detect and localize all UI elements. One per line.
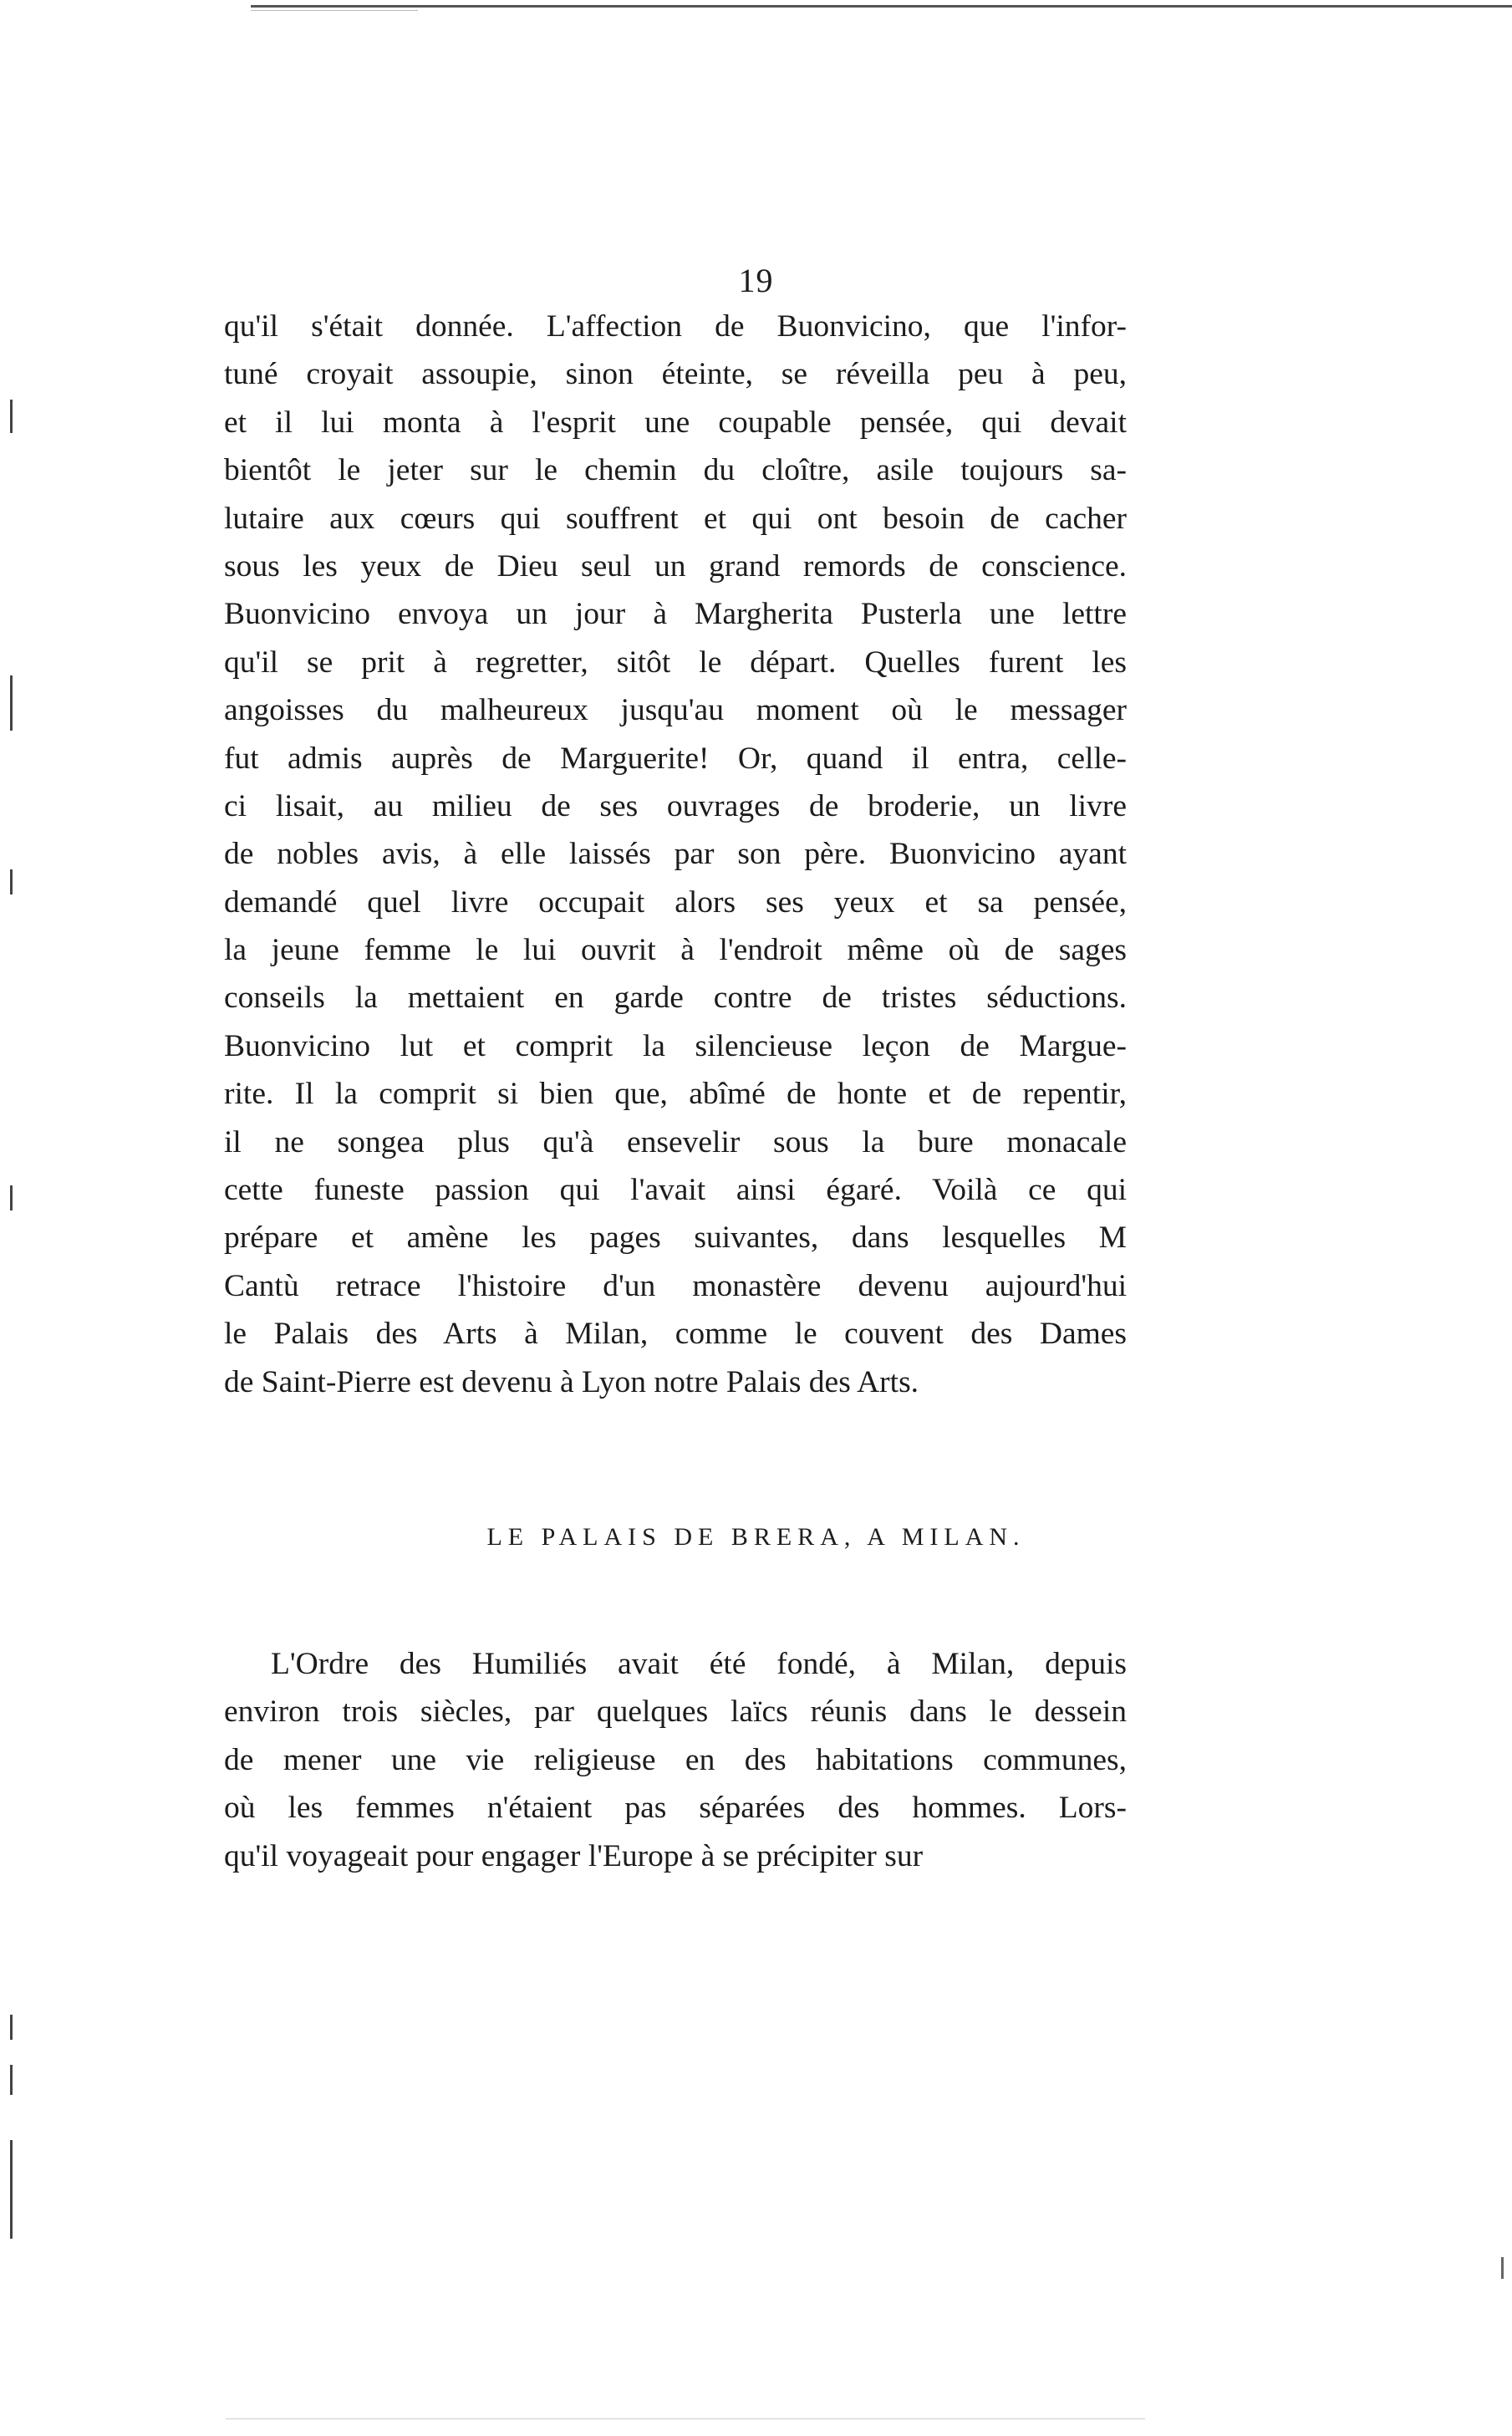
text-line: qu'il s'était donnée. L'affection de Buonvicino, que l'infor- [224,309,1127,344]
text-line: tuné croyait assoupie, sinon éteinte, se réveilla peu à peu, [224,357,1127,392]
text-line: de Saint-Pierre est devenu à Lyon notre Palais des Arts. [224,1364,919,1399]
text-line: environ trois siècles, par quelques laïcs réunis dans le dessein [224,1694,1127,1730]
text-line: sous les yeux de Dieu seul un grand remords de conscience. [224,548,1127,584]
bottom-scan-rule [226,2418,1145,2419]
top-scan-rule [251,5,1512,8]
margin-scan-mark [10,2065,13,2095]
text-line: de mener une vie religieuse en des habitations communes, [224,1742,1127,1777]
text-line: la jeune femme le lui ouvrit à l'endroit même où de sages [224,933,1127,968]
margin-scan-mark [10,1185,13,1210]
text-line: rite. Il la comprit si bien que, abîmé de honte et de repentir, [224,1077,1127,1112]
text-line: où les femmes n'étaient pas séparées des hommes. Lors- [224,1791,1127,1826]
text-line: bientôt le jeter sur le chemin du cloître, asile toujours sa- [224,453,1127,488]
text-line: demandé quel livre occupait alors ses yeux et sa pensée, [224,884,1127,920]
margin-scan-mark [1501,2257,1504,2279]
text-line: cette funeste passion qui l'avait ainsi égaré. Voilà ce qui [224,1173,1127,1208]
margin-scan-mark [10,2140,13,2239]
text-line: Buonvicino lut et comprit la silencieuse leçon de Margue- [224,1028,1127,1063]
margin-scan-mark [10,675,13,731]
text-line: il ne songea plus qu'à ensevelir sous la bure monacale [224,1124,1127,1159]
paragraph-continuation [224,303,1127,1406]
paragraph-humilies [224,1640,1127,1880]
text-line: et il lui monta à l'esprit une coupable pensée, qui devait [224,405,1127,440]
section-heading: LE PALAIS DE BRERA, A MILAN. [486,1523,1026,1551]
text-line: Buonvicino envoya un jour à Margherita Pusterla une lettre [224,597,1127,632]
text-line: ci lisait, au milieu de ses ouvrages de broderie, un livre [224,788,1127,823]
text-line: prépare et amène les pages suivantes, dans lesquelles M [224,1221,1127,1256]
text-line: angoisses du malheureux jusqu'au moment où le messager [224,693,1127,728]
text-line: lutaire aux cœurs qui souffrent et qui ont besoin de cacher [224,501,1127,536]
text-line: qu'il se prit à regretter, sitôt le départ. Quelles furent les [224,645,1127,680]
top-scan-rule-faint [251,10,418,11]
text-line: de nobles avis, à elle laissés par son père. Buonvicino ayant [224,837,1127,872]
text-line: L'Ordre des Humiliés avait été fondé, à Milan, depuis [271,1647,1127,1681]
page-number: 19 [738,262,774,299]
text-line: conseils la mettaient en garde contre de tristes séductions. [224,981,1127,1016]
text-line: le Palais des Arts à Milan, comme le couvent des Dames [224,1317,1127,1352]
text-line: fut admis auprès de Marguerite! Or, quand il entra, celle- [224,741,1127,776]
margin-scan-mark [10,2015,13,2040]
margin-scan-mark [10,869,13,894]
text-line: qu'il voyageait pour engager l'Europe à se précipiter sur [224,1838,924,1873]
margin-scan-mark [10,400,13,433]
text-line: Cantù retrace l'histoire d'un monastère devenu aujourd'hui [224,1268,1127,1303]
